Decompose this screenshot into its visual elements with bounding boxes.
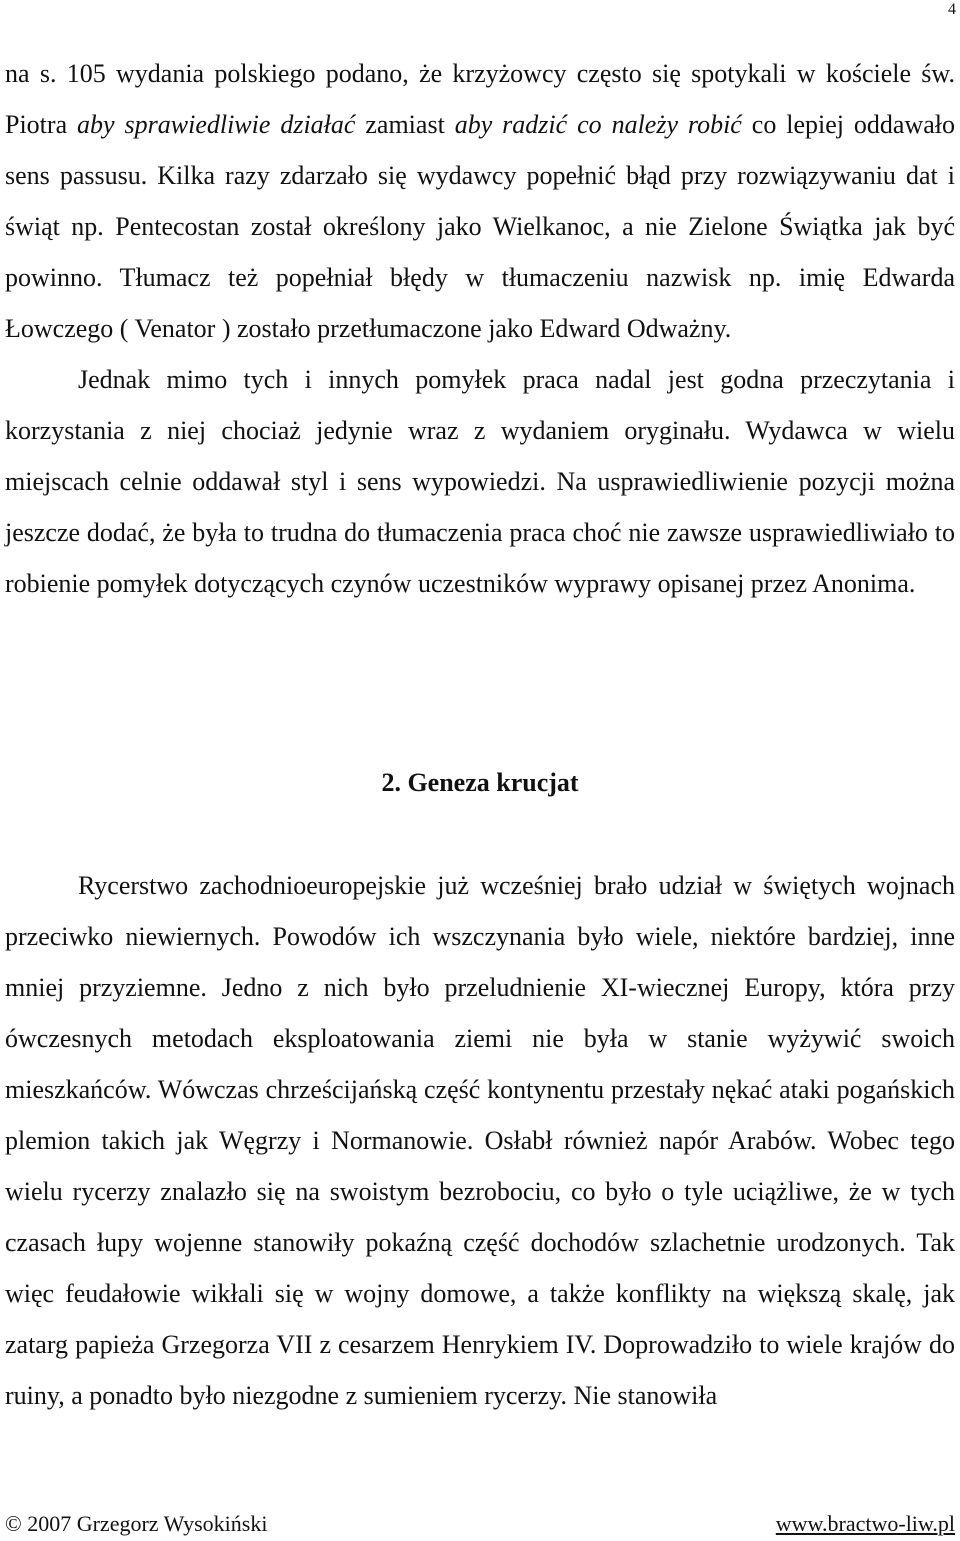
section-body [5, 860, 955, 1421]
document-body [5, 48, 955, 609]
section-heading: 2. Geneza krucjat [381, 768, 579, 797]
paragraph-text: zamiast [355, 110, 455, 139]
paragraph-text: co lepiej oddawało sens passusu. Kilka razy zdarzało się wydawcy popełnić błąd przy rozwiązywaniu dat i świąt np. Pentecostan został określony jako Wielkanoc, a nie Zielone Świątka jak być powinno. Tłumacz też popełniał błędy w tłumaczeniu nazwisk np. imię Edwarda Łowczego ( Venator ) zostało przetłumaczone jako Edward Odważny. [5, 110, 956, 343]
paragraph-text: na s. 105 wydania polskiego podano, że krzyżowcy często się spotykali w kościele św. Piotra [5, 59, 955, 139]
italic-phrase: aby sprawiedliwie działać [77, 110, 356, 139]
footer-website-link[interactable]: www.bractwo-liw.pl [775, 1511, 955, 1536]
footer-copyright: © 2007 Grzegorz Wysokiński [5, 1511, 268, 1536]
paragraph: Jednak mimo tych i innych pomyłek praca nadal jest godna przeczytania i korzystania z niej chociaż jedynie wraz z wydaniem oryginału. Wydawca w wielu miejscach celnie oddawał styl i sens wypowiedzi. Na usprawiedliwienie pozycji można jeszcze dodać, że była to trudna do tłumaczenia praca choć nie zawsze usprawiedliwiało to robienie pomyłek dotyczących czynów uczestników wyprawy opisanej przez Anonima. [5, 365, 955, 598]
page-number: 4 [948, 1, 956, 18]
italic-phrase: aby radzić co należy robić [454, 110, 742, 139]
paragraph-continued [5, 48, 955, 354]
paragraph: Rycerstwo zachodnioeuropejskie już wcześniej brało udział w świętych wojnach przeciwko niewiernych. Powodów ich wszczynania było wiele, niektóre bardziej, inne mniej przyziemne. Jedno z nich było przeludnienie XI-wiecznej Europy, która przy ówczesnych metodach eksploatowania ziemi nie była w stanie wyżywić swoich mieszkańców. Wówczas chrześcijańską część kontynentu przestały nękać ataki pogańskich plemion takich jak Węgrzy i Normanowie. Osłabł również napór Arabów. Wobec tego wielu rycerzy znalazło się na swoistym bezrobociu, co było o tyle uciążliwe, że w tych czasach łupy wojenne stanowiły pokaźną część dochodów szlachetnie urodzonych. Tak więc feudałowie wikłali się w wojny domowe, a także konflikty na większą skalę, jak zatarg papieża Grzegorza VII z cesarzem Henrykiem IV. Doprowadziło to wiele krajów do ruiny, a ponadto było niezgodne z sumieniem rycerzy. Nie stanowiła [5, 871, 955, 1410]
